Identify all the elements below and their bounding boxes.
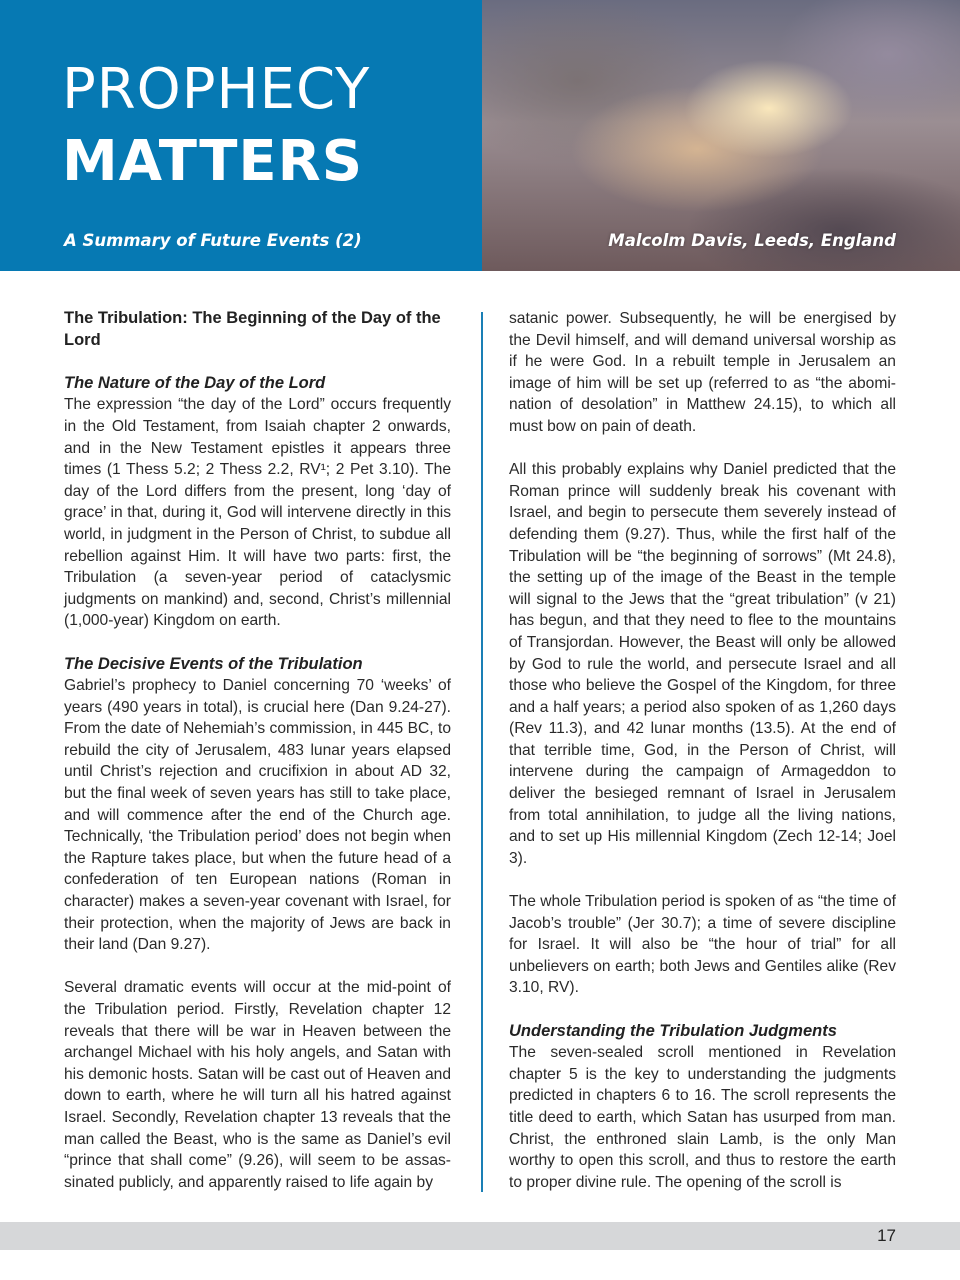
- paragraph-jacobs-trouble: The whole Tribulation period is spoken of as “the time of Jacob’s trouble” (Jer 30.7); a time of severe discipline for Israel. It will also be “the hour of trial” for all unbelievers on earth; both Jews and Gentiles alike (Rev 3.10, RV).: [509, 893, 896, 997]
- section-title-decisive-events: The Decisive Events of the Tribulation: [64, 654, 363, 673]
- section-title-judgments: Understanding the Tribulation Judgments: [509, 1021, 837, 1040]
- paragraph-nature: The expression “the day of the Lord” occurs frequently in the Old Testament, from Isaiah chapter 2 onwards, and in the New Testament epistles it appears three times (1 Thess 5.2; 2 Thess 2.2, RV¹; 2 Pet 3.10). The day of the Lord differs from the present, long ‘day of grace’ in that, during it, God will intervene directly in this world, in judgment in the Person of Christ, to subdue all rebellion against Him. It will have two parts: first, the Tribulation (a seven-year period of cataclysmic judgments on mankind) and, second, Christ’s millennial (1,000-year) Kingdom on earth.: [64, 396, 451, 630]
- sky-clouds-photo: [482, 0, 960, 271]
- paragraph-mid-point-events: Several dramatic events will occur at the mid-point of the Tribulation period. Firstly, Revelation chapter 12 reveals that there will be war in Heaven between the archangel Michael with his holy angels, and Satan with his demonic hosts. Satan will be cast out of Heaven and down to earth, where he will turn all his hatred against Israel. Secondly, Revelation chapter 13 reveals that the man called the Beast, who is the same as Daniel’s evil “prince that shall come” (9.26), will seem to be assassinated publicly, and apparently raised to life again by: [64, 979, 451, 1191]
- left-column: [64, 308, 451, 1215]
- header-banner: [0, 0, 482, 271]
- paragraph-roman-prince: All this probably explains why Daniel predicted that the Roman prince will suddenly break his covenant with Israel, and begin to persecute them severely instead of defending them (9.27). Thus, while the first half of the Tribulation will be “the beginning of sorrows” (Mt 24.8), the setting up of the image of the Beast in the temple will signal to the Jews that the “great tribulation” (v 21) has begun, and that they need to flee to the mountains of Transjordan. However, the Beast will only be allowed by God to rule the world, and persecute Israel and all those who believe the Gospel of the Kingdom, for three and a half years; a period also spoken of as 1,260 days (Rev 11.3), and 42 lunar months (13.5). At the end of that terrible time, God, in the Person of Christ, will intervene during the campaign of Armageddon to deliver the besieged remnant of Israel in Jerusalem from total annihilation, to judge all the living nations, and to set up His millennial Kingdom (Zech 12-14; Joel 3).: [509, 461, 896, 867]
- article-heading: The Tribulation: The Beginning of the Day of the Lord: [64, 309, 441, 349]
- paragraph-seven-sealed-scroll: The seven-sealed scroll mentioned in Revelation chapter 5 is the key to understanding the judgments predicted in chapters 6 to 16. The scroll represents the title deed to earth, which Satan has usurped from man. Christ, the enthroned slain Lamb, is the only Man worthy to open this scroll, and thus to restore the earth to proper divine rule. The opening of the scroll is: [509, 1044, 896, 1191]
- footer-bar: [0, 1222, 960, 1250]
- author-credit: Malcolm Davis, Leeds, England: [608, 231, 896, 250]
- paragraph-satanic-power: satanic power. Subsequently, he will be energised by the Devil himself, and will demand universal worship as if he were God. In a rebuilt temple in Jerusalem an image of him will be set up (referred to as “the abomination of desolation” in Matthew 24.15), to which all must bow on pain of death.: [509, 310, 896, 435]
- title-matters: MATTERS: [62, 129, 364, 194]
- page-number: 17: [877, 1226, 896, 1245]
- right-column: [509, 308, 896, 1215]
- section-title-nature: The Nature of the Day of the Lord: [64, 373, 326, 392]
- paragraph-gabriel-prophecy: Gabriel’s prophecy to Daniel concerning 70 ‘weeks’ of years (490 years in total), is crucial here (Dan 9.24-27). From the date of Nehemiah’s commission, in 445 BC, to rebuild the city of Jerusalem, 483 lunar years elapsed until Christ’s rejection and crucifixion in about AD 32, but the final week of seven years has still to take place, and will commence after the end of the Church age. Technically, ‘the Tribulation period’ does not begin when the Rapture takes place, but when the future head of a confederation of ten European nations (Roman in character) makes a seven-year covenant with Israel, for their protection, when the majority of Jews are back in their land (Dan 9.27).: [64, 677, 451, 954]
- title-prophecy: PROPHECY: [62, 57, 371, 122]
- column-divider: [481, 312, 483, 1192]
- article-subtitle: A Summary of Future Events (2): [64, 231, 362, 250]
